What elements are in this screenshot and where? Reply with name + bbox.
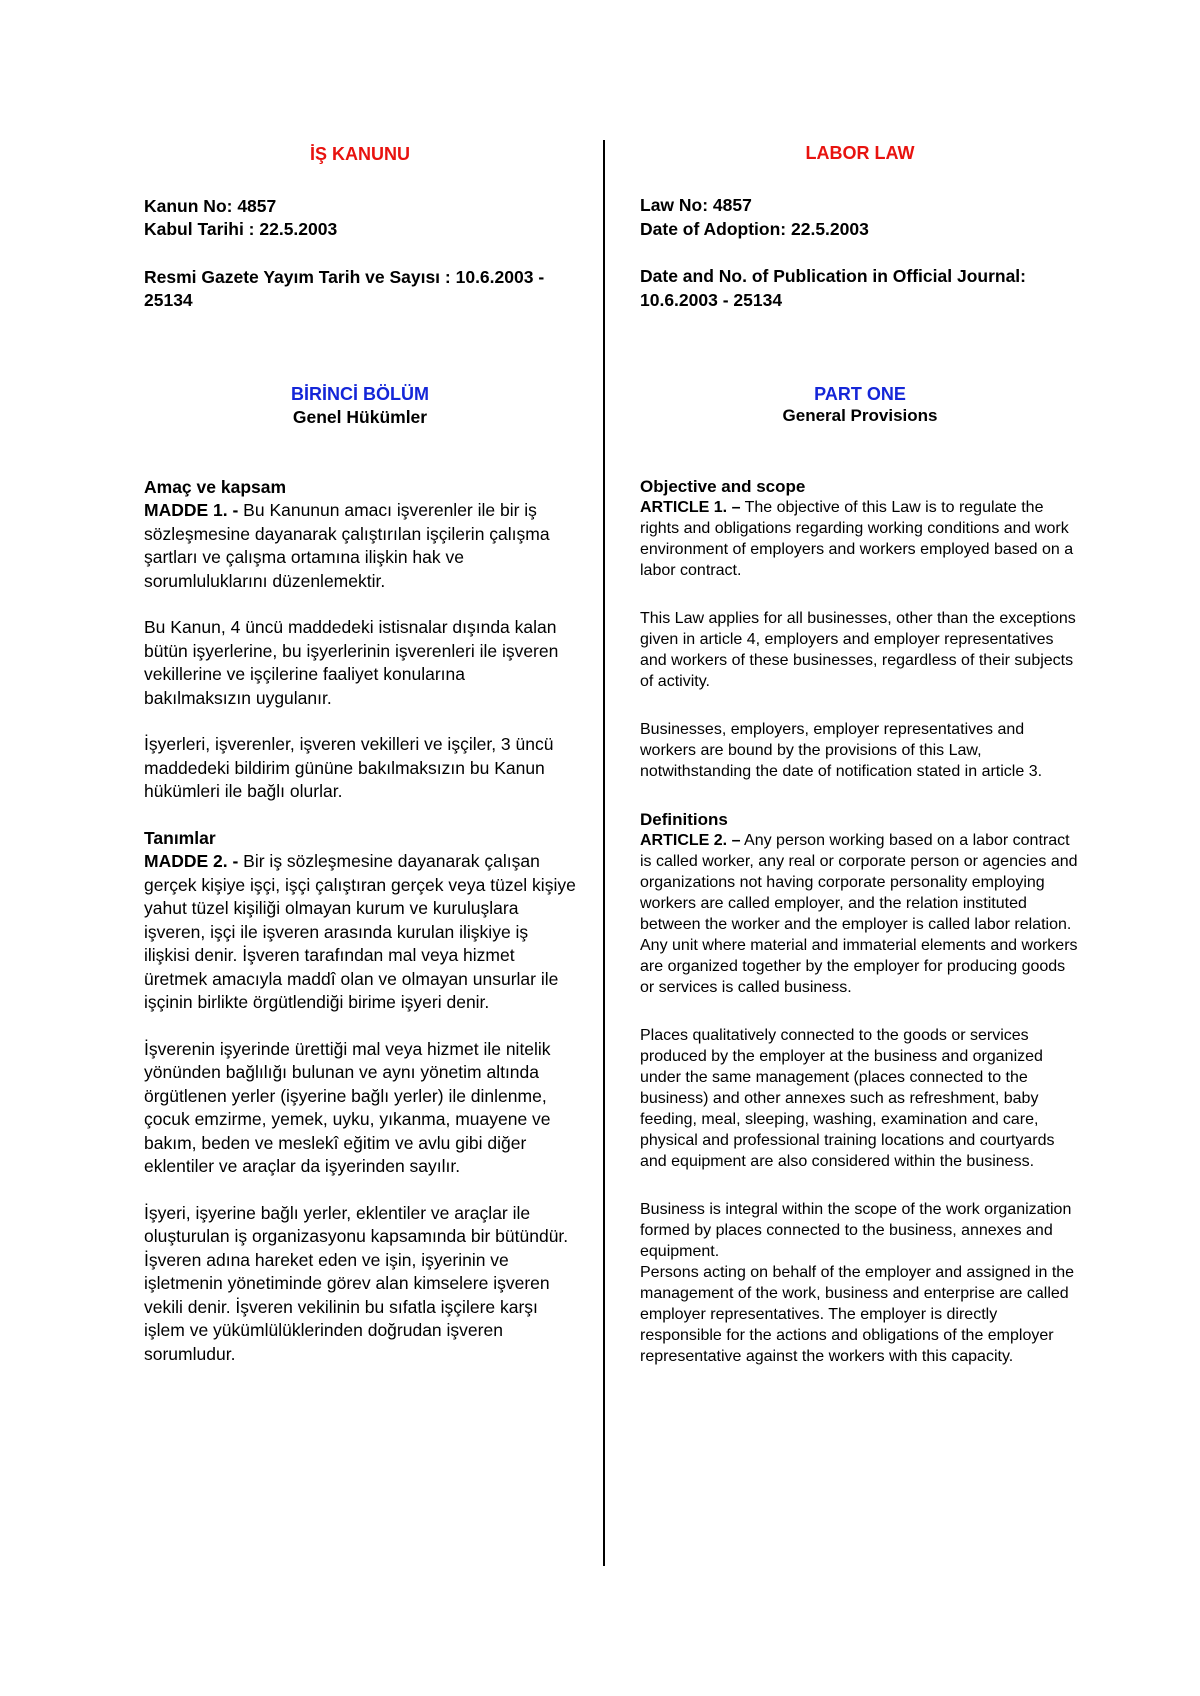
turkish-column xyxy=(144,143,576,1366)
english-article-2-paragraph-2: Places qualitatively connected to the goods or services produced by the employer at the business and organized under the same management (places connected to the business) and other annexes such as refreshment, baby feeding, meal, sleeping, washing, examination and care, physical and professional training locations and courtyards and equipment are also considered within the business. xyxy=(640,1027,1055,1170)
turkish-law-no: Kanun No: 4857 xyxy=(144,195,277,216)
english-section-2-title: Definitions xyxy=(640,810,728,829)
turkish-article-1-paragraph-3: İşyerleri, işverenler, işveren vekilleri ve işçiler, 3 üncü maddedeki bildirim gününe bakılmaksızın bu Kanun hükümleri ile bağlı olurlar. xyxy=(144,734,554,801)
turkish-article-2-paragraph-3: İşyeri, işyerine bağlı yerler, eklentiler ve araçlar ile oluşturulan iş organizasyonu kapsamında bir bütündür. xyxy=(144,1202,569,1246)
turkish-section-2-title: Tanımlar xyxy=(144,827,216,848)
turkish-adoption-date: Kabul Tarihi : 22.5.2003 xyxy=(144,219,338,239)
english-adoption-date: Date of Adoption: 22.5.2003 xyxy=(640,218,869,239)
english-article-1-paragraph-2: This Law applies for all businesses, other than the exceptions given in article 4, employers and employer representatives and workers of these businesses, regardless of their subjects of activity. xyxy=(640,610,1076,690)
turkish-article-2-paragraph-2: İşverenin işyerinde ürettiği mal veya hizmet ile nitelik yönünden bağlılığı bulunan ve aynı yönetim altında örgütlenen yerler (işyerine bağlı yerler) ile dinlenme, çocuk emzirme, yemek, uyku, yıkanma, muayene ve bakım, beden ve meslekî eğitim ve avlu gibi diğer eklentiler ve araçlar da işyerinden sayılır. xyxy=(144,1038,551,1176)
english-part-heading: PART ONE xyxy=(814,384,906,404)
english-article-1 xyxy=(640,497,1080,581)
english-column xyxy=(640,143,1080,1367)
english-part-subheading: General Provisions xyxy=(782,406,938,425)
english-title: LABOR LAW xyxy=(805,143,915,163)
english-article-2 xyxy=(640,830,1080,998)
english-article-1-text: The objective of this Law is to regulate the rights and obligations regarding working conditions and work environment of employers and workers employed based on a labor contract. xyxy=(640,499,1074,579)
turkish-section-1-title: Amaç ve kapsam xyxy=(144,476,287,497)
column-divider xyxy=(603,140,605,1566)
english-article-1-paragraph-3: Businesses, employers, employer representatives and workers are bound by the provisions of this Law, notwithstanding the date of notification stated in article 3. xyxy=(640,721,1043,780)
english-section-1-title: Objective and scope xyxy=(640,477,806,496)
english-article-2-text: Any person working based on a labor contract is called worker, any real or corporate person or agencies and organizations not having corporate personality employing workers are called employer, and the relation instituted between the worker and the employer is called labor relation. Any unit where material and immaterial elements and workers are organized together by the employer for producing goods or services is called business. xyxy=(640,832,1078,996)
turkish-article-1 xyxy=(144,499,576,593)
turkish-article-2-text: Bir iş sözleşmesine dayanarak çalışan gerçek kişiye işçi, işçi çalıştıran gerçek veya tüzel kişiye yahut tüzel kişiliği olmayan kurum ve kuruluşlara işveren, işçi ile işveren arasında kurulan ilişkiye iş ilişkisi denir. İşveren tarafından mal veya hizmet üretmek amacıyla maddî olan ve olmayan unsurlar ile işçinin birlikte örgütlendiği birime işyeri denir. xyxy=(144,851,576,1012)
english-article-2-number: ARTICLE 2. – xyxy=(640,832,741,849)
english-article-1-number: ARTICLE 1. – xyxy=(640,499,741,516)
turkish-article-2-paragraph-4: İşveren adına hareket eden ve işin, işyerinin ve işletmenin yönetiminde görev alan kimselere işveren vekili denir. İşveren vekilinin bu sıfatla işçilere karşı işlem ve yükümlülüklerinden doğrudan işveren sorumludur. xyxy=(144,1249,550,1364)
turkish-part-heading: BİRİNCİ BÖLÜM xyxy=(291,383,429,404)
english-law-no: Law No: 4857 xyxy=(640,195,752,215)
turkish-title: İŞ KANUNU xyxy=(309,144,410,164)
turkish-part-subheading: Genel Hükümler xyxy=(292,407,428,427)
turkish-article-2 xyxy=(144,850,576,1015)
english-article-2-paragraph-3: Business is integral within the scope of the work organization formed by places connected to the business, annexes and equipment. xyxy=(640,1201,1072,1260)
turkish-article-1-text: Bu Kanunun amacı işverenler ile bir iş sözleşmesine dayanarak çalıştırılan işçilerin çalışma şartları ve çalışma ortamına ilişkin hak ve sorumluluklarını düzenlemektir. xyxy=(144,500,550,591)
turkish-publication: Resmi Gazete Yayım Tarih ve Sayısı : 10.6.2003 - 25134 xyxy=(144,266,545,310)
turkish-article-2-number: MADDE 2. - xyxy=(144,851,239,871)
turkish-article-1-paragraph-2: Bu Kanun, 4 üncü maddedeki istisnalar dışında kalan bütün işyerlerine, bu işyerlerinin işverenleri ile işveren vekillerine ve işçilerine faaliyet konularına bakılmaksızın uygulanır. xyxy=(144,617,559,708)
english-publication: Date and No. of Publication in Official Journal: 10.6.2003 - 25134 xyxy=(640,266,1026,310)
english-article-2-paragraph-4: Persons acting on behalf of the employer and assigned in the management of the work, business and enterprise are called employer representatives. The employer is directly responsible for the actions and obligations of the employer representative against the workers with this capacity. xyxy=(640,1264,1075,1365)
turkish-article-1-number: MADDE 1. - xyxy=(144,500,239,520)
